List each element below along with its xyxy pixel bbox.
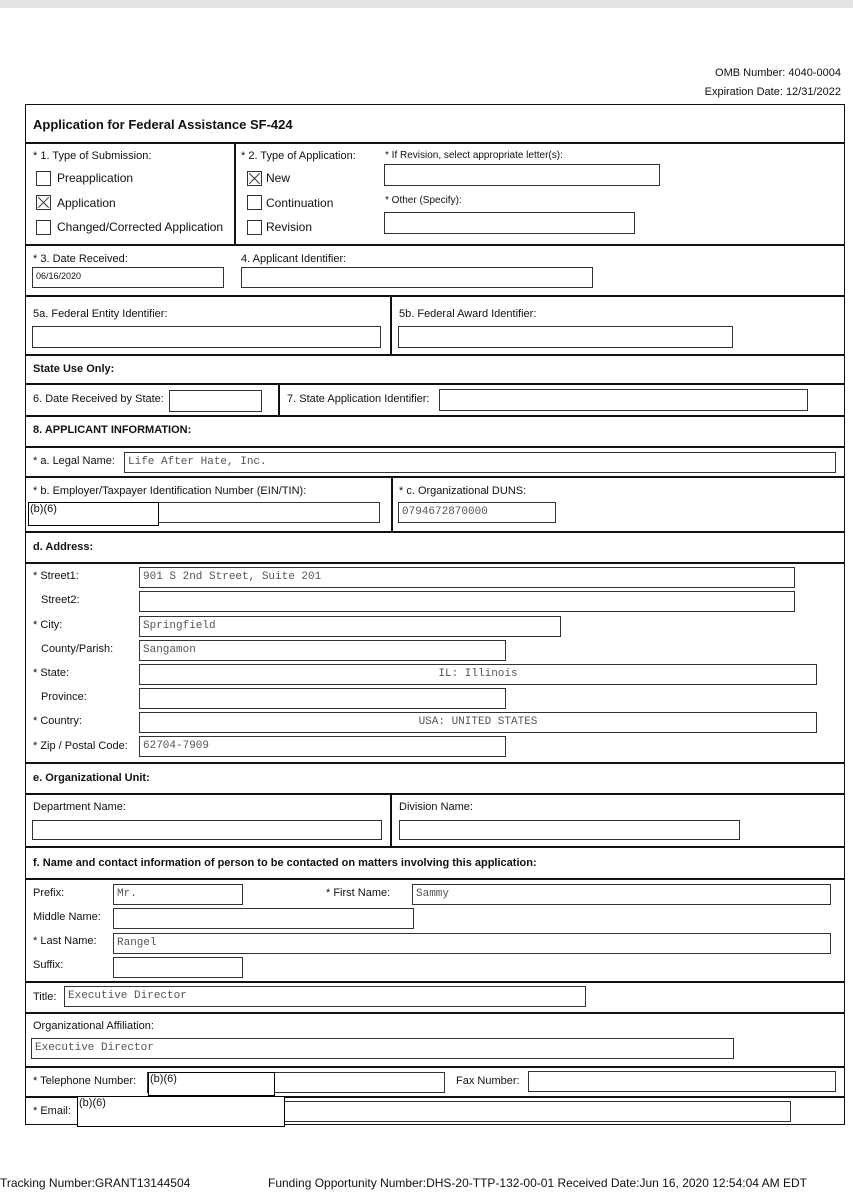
divider xyxy=(25,354,845,356)
omb-number: OMB Number: 4040-0004 xyxy=(715,67,841,79)
zip-input[interactable]: 62704-7909 xyxy=(139,736,506,757)
state-app-id-input[interactable] xyxy=(439,389,808,411)
city-label: * City: xyxy=(33,619,63,631)
divider xyxy=(390,793,392,846)
county-label: County/Parish: xyxy=(41,643,114,655)
street1-input[interactable]: 901 S 2nd Street, Suite 201 xyxy=(139,567,795,588)
contact-header: f. Name and contact information of person to be contacted on matters involving this application: xyxy=(33,857,537,869)
first-name-input[interactable]: Sammy xyxy=(412,884,831,905)
email-label: * Email: xyxy=(33,1105,71,1117)
revision-checkbox[interactable] xyxy=(247,220,262,235)
applicant-info-header: 8. APPLICANT INFORMATION: xyxy=(33,424,192,436)
division-label: Division Name: xyxy=(399,801,473,813)
ein-label: * b. Employer/Taxpayer Identification Number (EIN/TIN): xyxy=(33,485,307,497)
divider xyxy=(390,295,392,354)
email-redaction: (b)(6) xyxy=(77,1096,285,1127)
preapplication-checkbox[interactable] xyxy=(36,171,51,186)
telephone-label: * Telephone Number: xyxy=(33,1075,137,1087)
federal-entity-input[interactable] xyxy=(32,326,381,348)
date-received-state-input[interactable] xyxy=(169,390,262,412)
department-label: Department Name: xyxy=(33,801,126,813)
last-name-input[interactable]: Rangel xyxy=(113,933,831,954)
divider xyxy=(25,562,845,564)
middle-name-input[interactable] xyxy=(113,908,414,929)
prefix-label: Prefix: xyxy=(33,887,65,899)
divider xyxy=(25,878,845,880)
continuation-checkbox[interactable] xyxy=(247,195,262,210)
federal-award-label: 5b. Federal Award Identifier: xyxy=(399,308,537,320)
prefix-input[interactable]: Mr. xyxy=(113,884,243,905)
applicant-identifier-input[interactable] xyxy=(241,267,593,288)
title-label: Title: xyxy=(33,991,57,1003)
federal-entity-label: 5a. Federal Entity Identifier: xyxy=(33,308,168,320)
tracking-number: Tracking Number:GRANT13144504 xyxy=(0,1176,191,1190)
divider xyxy=(25,846,845,848)
date-received-state-label: 6. Date Received by State: xyxy=(33,393,164,405)
fax-label: Fax Number: xyxy=(456,1075,520,1087)
applicant-identifier-label: 4. Applicant Identifier: xyxy=(241,253,347,265)
expiration-date: Expiration Date: 12/31/2022 xyxy=(704,86,841,98)
telephone-redaction: (b)(6) xyxy=(148,1072,275,1096)
changed-corrected-checkbox[interactable] xyxy=(36,220,51,235)
divider xyxy=(25,793,845,795)
middle-name-label: Middle Name: xyxy=(33,911,101,923)
zip-label: * Zip / Postal Code: xyxy=(33,740,128,752)
form-title: Application for Federal Assistance SF-424 xyxy=(33,117,293,132)
new-label: New xyxy=(266,171,291,185)
type-of-submission-label: * 1. Type of Submission: xyxy=(33,150,152,162)
divider xyxy=(25,383,845,385)
last-name-label: * Last Name: xyxy=(33,935,97,947)
province-input[interactable] xyxy=(139,688,506,709)
org-affiliation-input[interactable]: Executive Director xyxy=(31,1038,734,1059)
divider xyxy=(25,415,845,417)
divider xyxy=(25,295,845,297)
date-received-input[interactable]: 06/16/2020 xyxy=(32,267,224,288)
state-use-only-header: State Use Only: xyxy=(33,363,115,375)
ein-redaction: (b)(6) xyxy=(28,502,159,526)
type-of-application-label: * 2. Type of Application: xyxy=(241,150,356,162)
department-input[interactable] xyxy=(32,820,382,840)
legal-name-input[interactable]: Life After Hate, Inc. xyxy=(124,452,836,473)
duns-input[interactable]: 0794672870000 xyxy=(398,502,556,523)
application-label: Application xyxy=(57,196,116,210)
address-header: d. Address: xyxy=(33,541,94,553)
org-unit-header: e. Organizational Unit: xyxy=(33,772,150,784)
state-app-id-label: 7. State Application Identifier: xyxy=(287,393,430,405)
divider xyxy=(25,244,845,246)
divider xyxy=(25,1012,845,1014)
fax-input[interactable] xyxy=(528,1071,836,1092)
changed-corrected-label: Changed/Corrected Application xyxy=(57,220,224,234)
legal-name-label: * a. Legal Name: xyxy=(33,455,115,467)
divider xyxy=(234,142,236,244)
title-input[interactable]: Executive Director xyxy=(64,986,586,1007)
revision-letter-label: * If Revision, select appropriate letter(s): xyxy=(385,150,563,161)
other-specify-label: * Other (Specify): xyxy=(385,195,462,206)
org-affiliation-label: Organizational Affiliation: xyxy=(33,1020,154,1032)
state-select[interactable]: IL: Illinois xyxy=(139,664,817,685)
preapplication-label: Preapplication xyxy=(57,171,134,185)
divider xyxy=(25,476,845,478)
federal-award-input[interactable] xyxy=(398,326,733,348)
division-input[interactable] xyxy=(399,820,740,840)
divider xyxy=(25,1066,845,1068)
first-name-label: * First Name: xyxy=(326,887,391,899)
application-checkbox[interactable] xyxy=(36,195,51,210)
country-select[interactable]: USA: UNITED STATES xyxy=(139,712,817,733)
divider xyxy=(25,142,845,144)
city-input[interactable]: Springfield xyxy=(139,616,561,637)
revision-label: Revision xyxy=(266,220,313,234)
state-label: * State: xyxy=(33,667,70,679)
revision-letter-input[interactable] xyxy=(384,164,660,186)
other-specify-input[interactable] xyxy=(384,212,635,234)
divider xyxy=(278,383,280,415)
continuation-label: Continuation xyxy=(266,196,334,210)
street1-label: * Street1: xyxy=(33,570,79,582)
duns-label: * c. Organizational DUNS: xyxy=(399,485,527,497)
divider xyxy=(391,476,393,531)
street2-label: Street2: xyxy=(41,594,80,606)
divider xyxy=(25,981,845,983)
country-label: * Country: xyxy=(33,715,82,727)
new-checkbox[interactable] xyxy=(247,171,262,186)
divider xyxy=(25,762,845,764)
funding-opportunity: Funding Opportunity Number:DHS-20-TTP-132-00-01 Received Date:Jun 16, 2020 12:54:04 AM EDT xyxy=(268,1176,807,1190)
county-input[interactable]: Sangamon xyxy=(139,640,506,661)
street2-input[interactable] xyxy=(139,591,795,612)
top-edge xyxy=(0,0,853,8)
divider xyxy=(25,531,845,533)
divider xyxy=(25,446,845,448)
province-label: Province: xyxy=(41,691,87,703)
suffix-input[interactable] xyxy=(113,957,243,978)
date-received-label: * 3. Date Received: xyxy=(33,253,128,265)
suffix-label: Suffix: xyxy=(33,959,64,971)
